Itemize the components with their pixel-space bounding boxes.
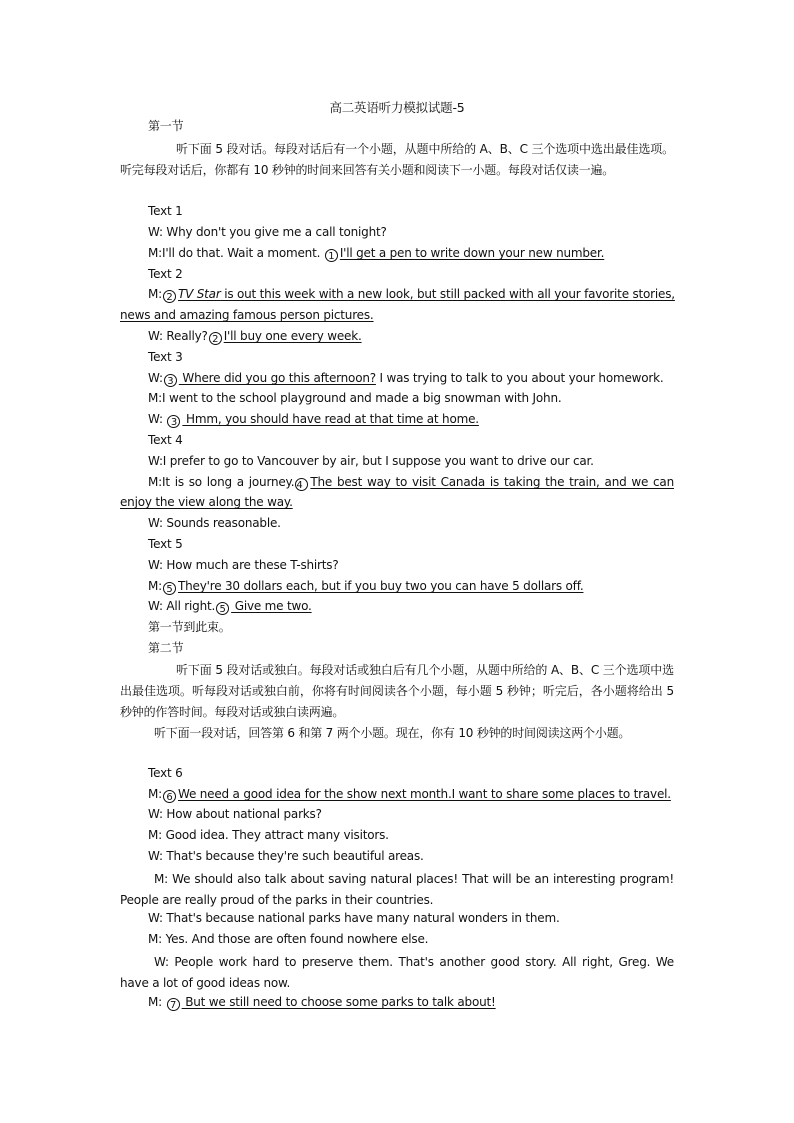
circled-number-1: 1: [325, 249, 338, 262]
text6-line-m2: M: Good idea. They attract many visitors.: [148, 828, 389, 842]
text6-line-w1: W: How about national parks?: [148, 807, 322, 821]
underlined-answer: Where did you go this afternoon?: [178, 371, 376, 385]
underlined-answer-cont: enjoy the view along the way.: [120, 495, 293, 509]
underlined-answer: I'll get a pen to write down your new number.: [339, 246, 605, 260]
text5-label: Text 5: [148, 537, 183, 551]
text6-label: Text 6: [148, 766, 183, 780]
speaker-text: W:: [148, 412, 167, 426]
text4-line-w2: W: Sounds reasonable.: [148, 516, 281, 530]
underlined-answer: We need a good idea for the show next month.I want to share some places to travel.: [178, 787, 671, 801]
text6-line-m4: M: Yes. And those are often found nowhere else.: [148, 932, 429, 946]
speaker-text: W: Really?: [148, 329, 208, 343]
circled-number-3: 3: [167, 415, 180, 428]
circled-number-7: 7: [167, 998, 180, 1011]
section2-instructions: 听下面 5 段对话或独白。每段对话或独白后有几个小题，从题中所给的 A、B、C 三个选项中选出最佳选项。听每段对话或独白前，你将有时间阅读各个小题，每小题 5 秒钟；听完后，各小题将给出 5 秒钟的作答时间。每段对话或独白读两遍。: [120, 663, 674, 719]
text6-line-w2: W: That's because they're such beautiful areas.: [148, 849, 424, 863]
text2-line-w: [148, 328, 362, 345]
text3-line-m: M:I went to the school playground and made a big snowman with John.: [148, 391, 562, 405]
circled-number-5: 5: [216, 602, 229, 615]
text3-line-w2: [148, 411, 479, 428]
speaker-text: M:: [148, 995, 166, 1009]
section2-heading: 第二节: [148, 641, 184, 655]
circled-number-4: 4: [295, 478, 308, 491]
speaker-text: M:I'll do that. Wait a moment.: [148, 246, 324, 260]
circled-number-6: 6: [163, 790, 176, 803]
text4-line-m-cont: [120, 494, 293, 511]
text2-line-m: [148, 286, 675, 303]
text4-line-m: [148, 474, 674, 491]
circled-number-2: 2: [163, 290, 176, 303]
underlined-answer: is out this week with a new look, but still packed with all your favorite stories,: [220, 287, 675, 301]
underlined-answer: Hmm, you should have read at that time at home.: [182, 412, 479, 426]
text5-line-w1: W: How much are these T-shirts?: [148, 558, 339, 572]
text6-line-w4: W: People work hard to preserve them. That's another good story. All right, Greg. We have a lot of good ideas now.: [120, 955, 674, 990]
text3-line-w1: [148, 370, 664, 387]
speaker-text: M:It is so long a journey.: [148, 475, 295, 489]
page-title: 高二英语听力模拟试题-5: [329, 100, 465, 115]
underlined-answer: They're 30 dollars each, but if you buy two you can have 5 dollars off.: [178, 579, 584, 593]
section1-end: 第一节到此束。: [148, 620, 231, 634]
underlined-answer: But we still need to choose some parks to talk about!: [181, 995, 496, 1009]
circled-number-3: 3: [164, 374, 177, 387]
section2-prompt: 听下面一段对话，回答第 6 和第 7 两个小题。现在，你有 10 秒钟的时间阅读这两个小题。: [154, 726, 631, 740]
text6-line-m3: M: We should also talk about saving natural places! That will be an interesting program! People are really proud of the parks in their countries.: [120, 872, 674, 907]
text6-line-w3: W: That's because national parks have many natural wonders in them.: [148, 911, 560, 925]
text1-line-m: [148, 245, 604, 262]
section1-instructions: 听下面 5 段对话。每段对话后有一个小题，从题中所给的 A、B、C 三个选项中选出最佳选项。听完每段对话后，你都有 10 秒钟的时间来回答有关小题和阅读下一小题。每段对话仅读一遍。: [120, 142, 674, 177]
speaker-text: M:: [148, 787, 162, 801]
text5-line-w2: [148, 598, 312, 615]
text1-line-w: W: Why don't you give me a call tonight?: [148, 225, 387, 239]
text6-line-m5: [148, 994, 496, 1011]
underlined-answer: Give me two.: [231, 599, 312, 613]
text5-line-m: [148, 578, 583, 595]
underlined-answer: I'll buy one every week.: [223, 329, 362, 343]
speaker-text: M:: [148, 579, 162, 593]
text6-line-m1: [148, 786, 671, 803]
text4-line-w1: W:I prefer to go to Vancouver by air, but I suppose you want to drive our car.: [148, 454, 594, 468]
text2-line-m-cont: [120, 307, 374, 324]
text4-label: Text 4: [148, 433, 183, 447]
circled-number-5: 5: [163, 582, 176, 595]
underlined-answer-cont: news and amazing famous person pictures.: [120, 308, 374, 322]
section1-heading: 第一节: [148, 119, 184, 133]
text1-label: Text 1: [148, 204, 183, 218]
underlined-answer: The best way to visit Canada is taking the train, and we can: [310, 475, 674, 489]
speaker-text: W:: [148, 371, 163, 385]
speaker-text: W: All right.: [148, 599, 216, 613]
text2-label: Text 2: [148, 267, 183, 281]
text3-label: Text 3: [148, 350, 183, 364]
dialog-text: I was trying to talk to you about your homework.: [375, 371, 664, 385]
magazine-title: TV Star: [178, 287, 221, 301]
speaker-text: M:: [148, 287, 162, 301]
circled-number-2: 2: [209, 332, 222, 345]
